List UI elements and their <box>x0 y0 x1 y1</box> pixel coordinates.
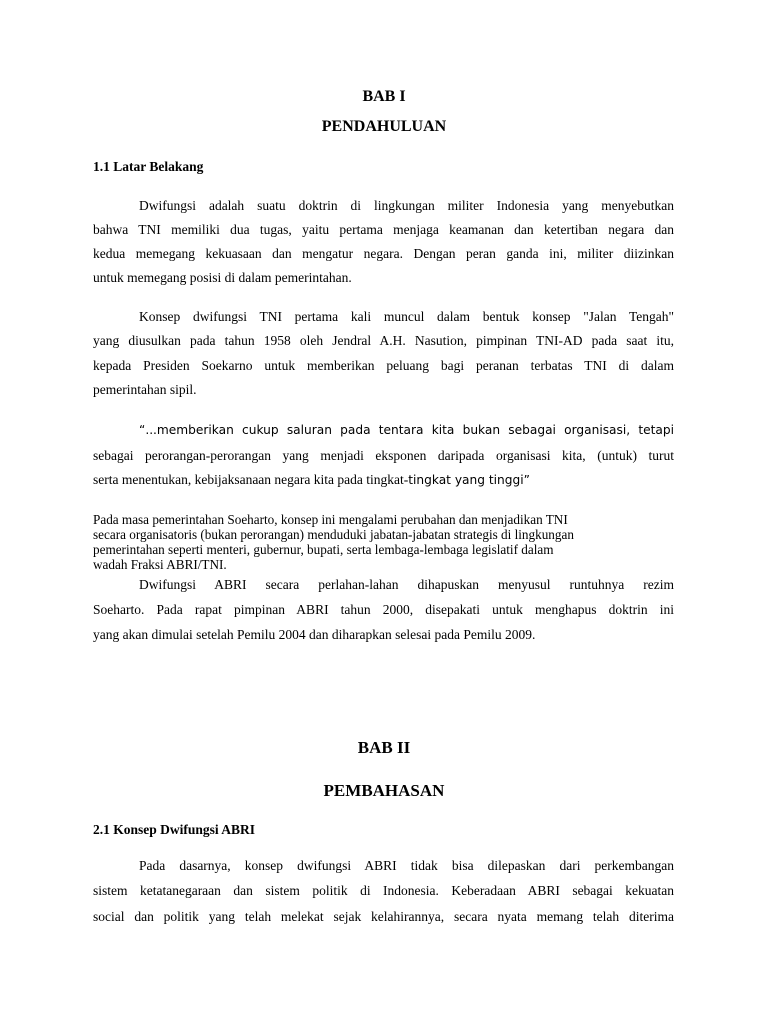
paragraph-line: pemerintahan seperti menteri, gubernur, bupati, serta lembaga-lembaga legislatif dalam <box>93 542 554 557</box>
chapter-title: PEMBAHASAN <box>323 781 445 800</box>
chapter-number: BAB I <box>362 88 406 105</box>
paragraph-line: Pada masa pemerintahan Soeharto, konsep ini mengalami perubahan dan menjadikan TNI <box>93 512 568 527</box>
paragraph-line: Konsep dwifungsi TNI pertama kali muncul dalam bentuk konsep "Jalan Tengah" <box>139 309 674 324</box>
paragraph-line: Soeharto. Pada rapat pimpinan ABRI tahun 2000, disepakati untuk menghapus doktrin ini <box>93 602 674 617</box>
quote-text-serif: serta menentukan, kebijaksanaan negara kita pada tingkat- <box>93 472 409 487</box>
paragraph-line: Dwifungsi ABRI secara perlahan-lahan dihapuskan menyusul runtuhnya rezim <box>139 577 674 592</box>
section-heading: 2.1 Konsep Dwifungsi ABRI <box>93 822 256 837</box>
paragraph-line: Dwifungsi adalah suatu doktrin di lingkungan militer Indonesia yang menyebutkan <box>139 198 674 213</box>
paragraph-line: yang akan dimulai setelah Pemilu 2004 dan diharapkan selesai pada Pemilu 2009. <box>93 627 536 642</box>
paragraph-line: pemerintahan sipil. <box>93 382 197 397</box>
paragraph-line: wadah Fraksi ABRI/TNI. <box>93 557 227 572</box>
quote-line: sebagai perorangan-perorangan yang menjadi eksponen daripada organisasi kita, (untuk) turut <box>93 448 674 463</box>
section-heading: 1.1 Latar Belakang <box>93 159 204 174</box>
paragraph-line: Pada dasarnya, konsep dwifungsi ABRI tidak bisa dilepaskan dari perkembangan <box>139 858 674 873</box>
paragraph-line: kedua memegang kekuasaan dan mengatur negara. Dengan peran ganda ini, militer diizinkan <box>93 246 674 261</box>
paragraph-line: bahwa TNI memiliki dua tugas, yaitu pertama menjaga keamanan dan ketertiban negara dan <box>93 222 674 237</box>
paragraph-line: yang diusulkan pada tahun 1958 oleh Jendral A.H. Nasution, pimpinan TNI-AD pada saat itu, <box>93 333 674 348</box>
quote-line <box>93 472 674 488</box>
paragraph-line: sistem ketatanegaraan dan sistem politik di Indonesia. Keberadaan ABRI sebagai kekuatan <box>93 883 674 898</box>
paragraph-line: kepada Presiden Soekarno untuk memberikan peluang bagi peranan terbatas TNI di dalam <box>93 358 674 373</box>
chapter-title: PENDAHULUAN <box>321 118 447 135</box>
quote-text-sans: tingkat yang tinggi” <box>408 473 530 487</box>
paragraph-line: secara organisatoris (bukan perorangan) menduduki jabatan-jabatan strategis di lingkungan <box>93 527 574 542</box>
quote-line: “...memberikan cukup saluran pada tentara kita bukan sebagai organisasi, tetapi <box>139 423 674 437</box>
paragraph-line: untuk memegang posisi di dalam pemerintahan. <box>93 270 352 285</box>
chapter-number: BAB II <box>357 738 411 757</box>
paragraph-line: social dan politik yang telah melekat sejak kelahirannya, secara nyata memang telah diterima <box>93 909 674 924</box>
